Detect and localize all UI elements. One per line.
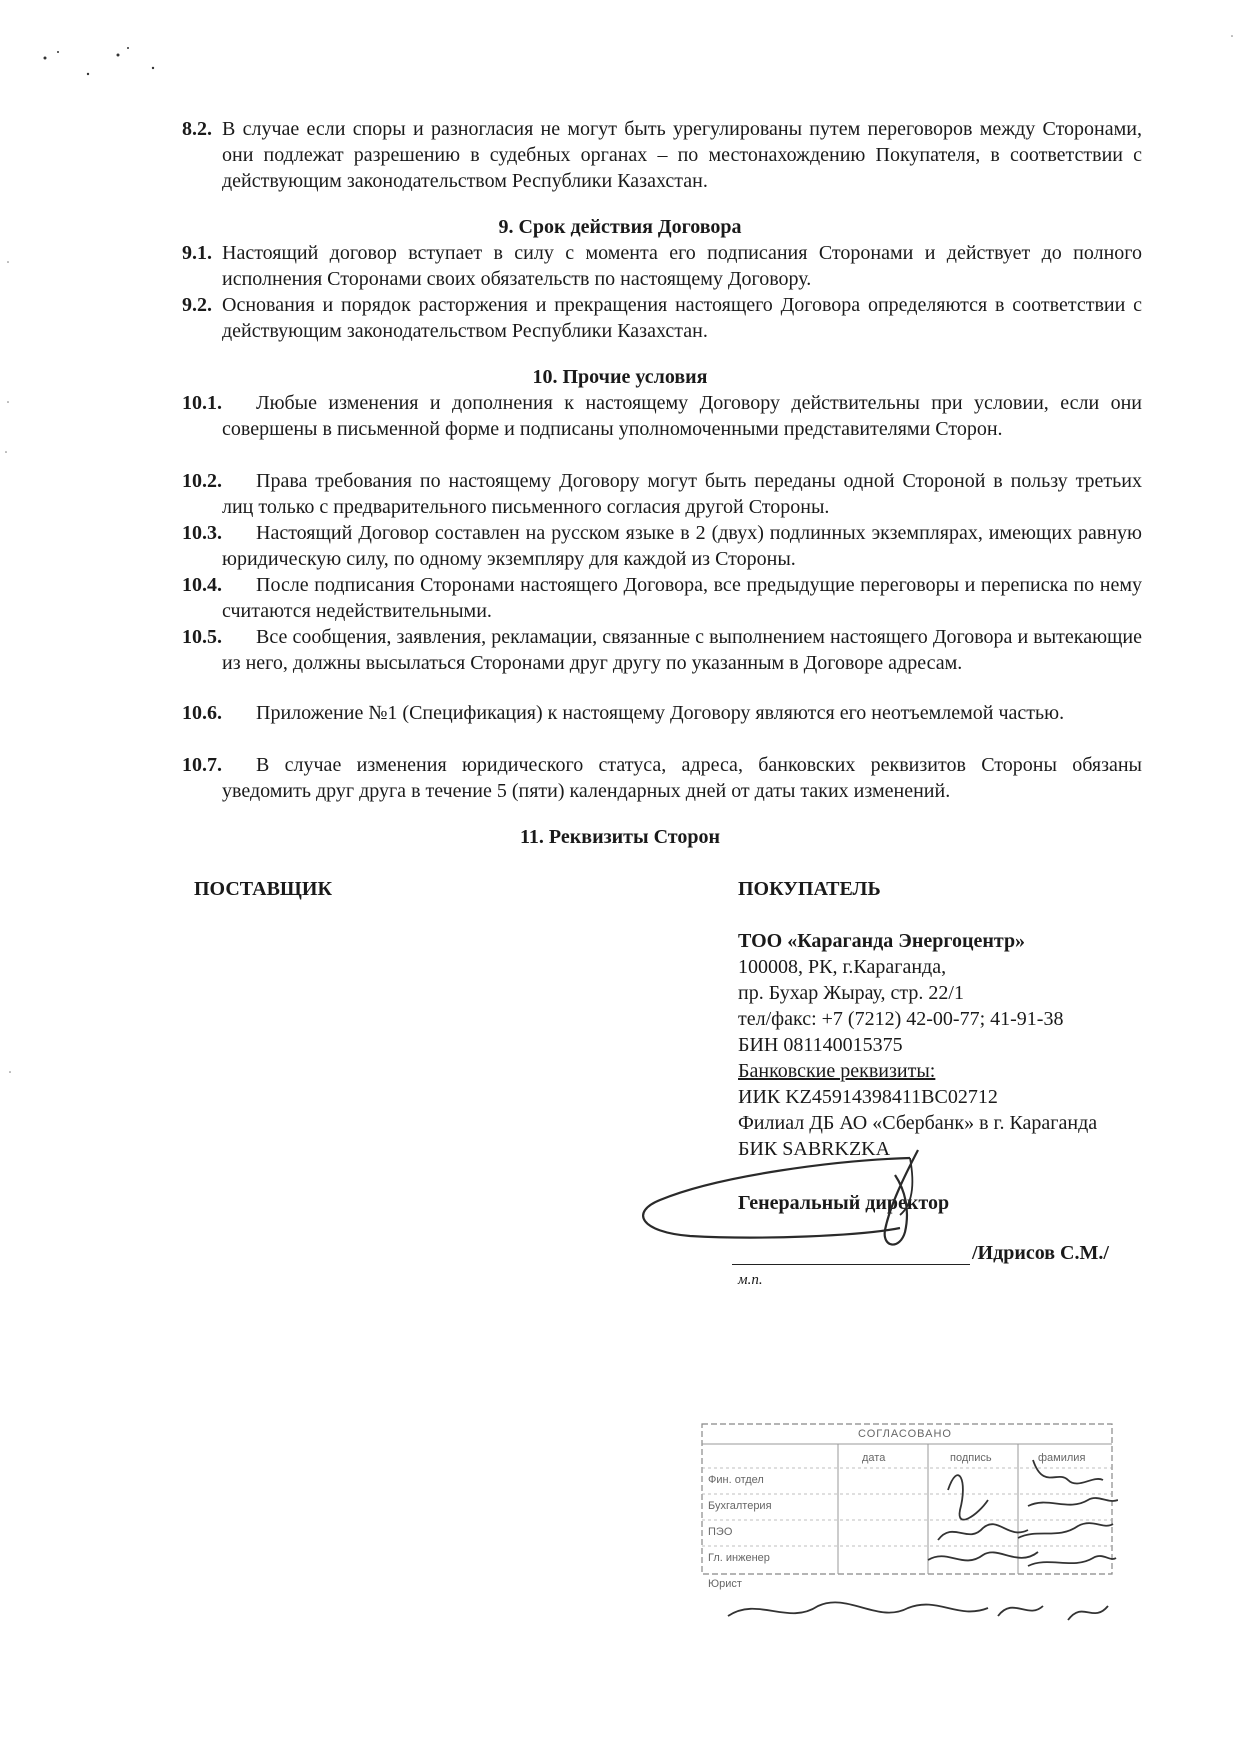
clause-9-2 bbox=[182, 292, 1142, 344]
buyer-requisites bbox=[738, 928, 1178, 1162]
buyer-bank: Филиал ДБ АО «Сбербанк» в г. Караганда bbox=[738, 1112, 1098, 1134]
clause-number: 10.2. bbox=[182, 470, 222, 492]
clause-number: 8.2. bbox=[182, 118, 212, 140]
clause-10-1 bbox=[182, 390, 1142, 442]
clause-text: После подписания Сторонами настоящего Договора, все предыдущие переговоры и переписка по нему считаются недействительными. bbox=[222, 574, 1142, 622]
stamp-row-lawyer: Юрист bbox=[708, 1578, 742, 1590]
clause-number: 10.5. bbox=[182, 626, 222, 648]
clause-text: Настоящий Договор составлен на русском языке в 2 (двух) подлинных экземплярах, имеющих равную юридическую силу, по одному экземпляру для каждой из Стороны. bbox=[222, 522, 1142, 570]
stamp-col-signature: подпись bbox=[950, 1452, 992, 1464]
clause-text: Права требования по настоящему Договору могут быть переданы одной Стороной в пользу третьих лиц только с предварительного письменного согласия другой Стороны. bbox=[222, 470, 1142, 518]
buyer-bik: БИК SABRKZKA bbox=[738, 1138, 891, 1160]
stamp-col-date: дата bbox=[862, 1452, 886, 1464]
clause-10-2 bbox=[182, 468, 1142, 520]
clause-8-2 bbox=[182, 116, 1142, 194]
clause-10-7 bbox=[182, 752, 1142, 804]
buyer-iik: ИИК KZ45914398411BC02712 bbox=[738, 1086, 998, 1108]
signature-line bbox=[732, 1264, 970, 1265]
clause-number: 10.1. bbox=[182, 392, 222, 414]
buyer-name: ТОО «Караганда Энергоцентр» bbox=[738, 930, 1026, 952]
stamp-row-peo: ПЭО bbox=[708, 1526, 733, 1538]
clause-number: 10.3. bbox=[182, 522, 222, 544]
clause-number: 10.4. bbox=[182, 574, 222, 596]
director-position: Генеральный директор bbox=[738, 1192, 950, 1214]
clause-10-4 bbox=[182, 572, 1142, 624]
section-11-heading: 11. Реквизиты Сторон bbox=[520, 826, 720, 848]
stamp-row-accounting: Бухгалтерия bbox=[708, 1500, 772, 1512]
clause-number: 10.7. bbox=[182, 754, 222, 776]
section-9-heading: 9. Срок действия Договора bbox=[498, 216, 742, 238]
seal-place-mark: м.п. bbox=[738, 1272, 763, 1288]
stamp-row-finance: Фин. отдел bbox=[708, 1474, 764, 1486]
clause-text: В случае изменения юридического статуса, адреса, банковских реквизитов Стороны обязаны уведомить друг друга в течение 5 (пяти) календарных дней от даты таких изменений. bbox=[222, 754, 1142, 802]
clause-text: Приложение №1 (Спецификация) к настоящему Договору являются его неотъемлемой частью. bbox=[256, 702, 1065, 724]
clause-text: В случае если споры и разногласия не могут быть урегулированы путем переговоров между Сторонами, они подлежат разрешению в судебных органах – по местонахождению Покупателя, в соответствии с действующим законодательством Республики Казахстан. bbox=[222, 118, 1142, 192]
approval-stamp bbox=[698, 1420, 1118, 1640]
clause-text: Настоящий договор вступает в силу с момента его подписания Сторонами и действует до полного исполнения Сторонами своих обязательств по настоящему Договору. bbox=[222, 242, 1142, 290]
clause-number: 10.6. bbox=[182, 702, 222, 724]
stamp-title: СОГЛАСОВАНО bbox=[858, 1428, 952, 1440]
clause-10-3 bbox=[182, 520, 1142, 572]
clause-9-1 bbox=[182, 240, 1142, 292]
clause-number: 9.1. bbox=[182, 242, 212, 264]
clause-10-5 bbox=[182, 624, 1142, 676]
buyer-label: ПОКУПАТЕЛЬ bbox=[738, 878, 881, 900]
clause-text: Любые изменения и дополнения к настоящему Договору действительны при условии, если они совершены в письменной форме и подписаны уполномоченными представителями Сторон. bbox=[222, 392, 1142, 440]
clause-text: Все сообщения, заявления, рекламации, связанные с выполнением настоящего Договора и вытекающие из него, должны высылаться Сторонами друг другу по указанным в Договоре адресам. bbox=[222, 626, 1142, 674]
buyer-phone: тел/факс: +7 (7212) 42-00-77; 41-91-38 bbox=[738, 1008, 1064, 1030]
signatory-name: /Идрисов С.М./ bbox=[972, 1242, 1109, 1264]
clause-number: 9.2. bbox=[182, 294, 212, 316]
supplier-label: ПОСТАВЩИК bbox=[194, 878, 332, 900]
section-10-heading: 10. Прочие условия bbox=[532, 366, 708, 388]
stamp-row-engineer: Гл. инженер bbox=[708, 1552, 770, 1564]
buyer-bin: БИН 081140015375 bbox=[738, 1034, 903, 1056]
bank-details-label: Банковские реквизиты: bbox=[738, 1060, 936, 1082]
buyer-address-line-2: пр. Бухар Жырау, стр. 22/1 bbox=[738, 982, 964, 1004]
clause-10-6 bbox=[182, 700, 1142, 726]
clause-text: Основания и порядок расторжения и прекращения настоящего Договора определяются в соответствии с действующим законодательством Республики Казахстан. bbox=[222, 294, 1142, 342]
stamp-col-surname: фамилия bbox=[1038, 1452, 1086, 1464]
buyer-address-line-1: 100008, РК, г.Караганда, bbox=[738, 956, 947, 978]
